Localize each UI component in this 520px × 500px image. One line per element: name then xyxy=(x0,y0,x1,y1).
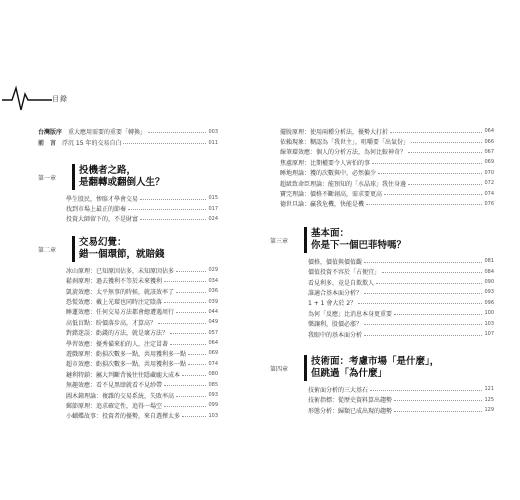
chapter-title-line: 錯一個環節，就賠錢 xyxy=(79,249,165,261)
page-number: 066 xyxy=(484,138,494,145)
toc-entry[interactable] xyxy=(280,136,494,146)
leader-dots xyxy=(384,194,482,195)
toc-entry[interactable] xyxy=(308,267,494,277)
toc-entry[interactable] xyxy=(308,318,494,328)
entry-title: 鏈利特鎖：屬大判斷背後往往隱藏龐大成本 xyxy=(66,371,181,379)
chapter-title[interactable] xyxy=(311,228,406,252)
entry-title: 小蝴蝶故事：投資者的優勢，來自選擇太多 xyxy=(66,413,181,421)
entry-title: 超級致命臣理論：能預知的「水晶球」我住身邊 xyxy=(280,180,407,188)
leader-dots xyxy=(370,390,482,391)
toc-entry[interactable] xyxy=(38,126,218,137)
continued-items xyxy=(280,126,494,209)
toc-entry[interactable] xyxy=(66,307,218,317)
toc-entry[interactable] xyxy=(66,411,218,421)
entry-title: 睡地理論：獲的次數與中，必然偏少 xyxy=(280,170,377,178)
chapter-title-line: 你是下一個巴菲特嗎？ xyxy=(311,240,407,252)
toc-entry[interactable] xyxy=(308,298,494,308)
entry-title: 技術面分析的三大基石 xyxy=(308,386,369,394)
entry-title: 看見利多，竟是自欺欺人 xyxy=(308,279,375,287)
page-number: 017 xyxy=(208,205,218,212)
chapter-bracket xyxy=(304,227,307,253)
entry-label: 前 言 xyxy=(38,140,57,147)
toc-entry[interactable] xyxy=(38,137,218,148)
page-number: 034 xyxy=(208,277,218,284)
leader-dots xyxy=(364,293,482,294)
page-number: 070 xyxy=(484,169,494,176)
entry-title: 恐慌效應：戴上光環也同時注定陰落 xyxy=(66,299,163,307)
toc-entry[interactable] xyxy=(66,286,218,296)
entry-title: 超市效應：虧損次數多一點，共用獲利多一點 xyxy=(66,361,187,369)
leader-dots xyxy=(188,354,206,355)
chapter-3 xyxy=(270,227,494,339)
leader-dots xyxy=(140,219,206,220)
chapter-items xyxy=(66,265,218,421)
leader-dots xyxy=(394,400,482,401)
toc-entry[interactable] xyxy=(66,369,218,379)
page-number: 084 xyxy=(484,268,494,275)
leader-dots xyxy=(382,272,482,273)
page-number: 121 xyxy=(484,386,494,393)
chapter-title-line: 但跳過「為什麼」 xyxy=(311,368,388,380)
page-number: 015 xyxy=(208,195,218,202)
page-number: 064 xyxy=(208,340,218,347)
page-number: 096 xyxy=(484,299,494,306)
page-number: 099 xyxy=(208,402,218,409)
leader-dots xyxy=(158,323,206,324)
page-number: 081 xyxy=(484,258,494,265)
toc-entry[interactable] xyxy=(308,329,494,339)
entry-title: 擺脫原理：使用兩種分析法，優勢大打折 xyxy=(280,128,389,136)
toc-entry[interactable] xyxy=(66,296,218,306)
chapter-title-line: 是翻轉或翻倒人生？ xyxy=(79,177,165,188)
toc-entry[interactable] xyxy=(280,199,494,209)
entry-title: 我眼中的基本面分析 xyxy=(308,331,363,339)
leader-dots xyxy=(148,132,206,133)
leader-dots xyxy=(364,324,482,325)
leader-dots xyxy=(176,271,206,272)
leader-dots xyxy=(170,333,206,334)
toc-entry[interactable] xyxy=(280,147,494,157)
leader-dots xyxy=(182,416,206,417)
entry-title: 找到市場上最正的節奏 xyxy=(66,206,127,214)
entry-title: 凱旋效應：太平無事的時候，就該效率了 xyxy=(66,288,175,296)
toc-entry[interactable] xyxy=(66,359,218,369)
toc-entry[interactable] xyxy=(66,214,218,224)
leader-dots xyxy=(408,152,482,153)
leader-dots xyxy=(170,344,206,345)
page-number: 085 xyxy=(208,381,218,388)
toc-entry[interactable] xyxy=(280,188,494,198)
toc-entry[interactable] xyxy=(66,203,218,213)
toc-entry[interactable] xyxy=(280,126,494,136)
entry-title: 學習效應：優秀備來拍的人，注定冒著 xyxy=(66,340,169,348)
page-number: 069 xyxy=(208,350,218,357)
leader-dots xyxy=(188,364,206,365)
page-number: 064 xyxy=(484,128,494,135)
entry-title: 價值投資不容於「占便宜」 xyxy=(308,269,381,277)
page-number: 069 xyxy=(484,159,494,166)
toc-entry[interactable] xyxy=(66,390,218,400)
page-number: 044 xyxy=(208,308,218,315)
page-number: 090 xyxy=(484,279,494,286)
page-number: 067 xyxy=(484,148,494,155)
page-number: 011 xyxy=(208,139,218,146)
entry-title: 對錯迷誤：虧錢的方法，就是壞方法？ xyxy=(66,330,169,338)
chapter-items xyxy=(308,384,494,415)
leader-dots xyxy=(176,312,206,313)
toc-right-column xyxy=(270,126,494,415)
leader-dots xyxy=(364,335,482,336)
chapter-label: 第四章 xyxy=(270,365,289,373)
entry-title: 焦慮原理：比期權要令人害怕的事 xyxy=(280,159,371,167)
page-number: 080 xyxy=(208,371,218,378)
chapter-label: 第三章 xyxy=(270,237,289,245)
leader-dots xyxy=(128,209,206,210)
chapter-4 xyxy=(270,355,494,415)
leader-dots xyxy=(394,411,482,412)
toc-entry[interactable] xyxy=(308,395,494,405)
toc-entry[interactable] xyxy=(66,338,218,348)
chapter-title[interactable] xyxy=(79,237,165,261)
page-number: 074 xyxy=(208,360,218,367)
chapter-title-line: 交易幻覺： xyxy=(79,237,127,249)
toc-entry[interactable] xyxy=(66,400,218,410)
chapter-title-line: 基本面： xyxy=(311,228,350,240)
leader-dots xyxy=(364,262,482,263)
intro-section xyxy=(38,126,218,148)
leader-dots xyxy=(123,143,206,144)
entry-title: 價格，價值與價值觀 xyxy=(308,258,363,266)
chapter-bracket xyxy=(72,164,75,190)
page-number: 029 xyxy=(208,267,218,274)
leader-dots xyxy=(376,283,482,284)
page-number: 039 xyxy=(208,298,218,305)
entry-title: 學生股民，惨賠才學會交易 xyxy=(66,195,139,203)
page-number: 103 xyxy=(208,412,218,419)
toc-entry[interactable] xyxy=(66,328,218,338)
page-number: 093 xyxy=(484,289,494,296)
entry-title: 鬆刹原理：過去獲利不等於未來獲利 xyxy=(66,278,163,286)
entry-title: 為何「反應」比消息本身更重要 xyxy=(308,310,393,318)
toc-entry[interactable] xyxy=(308,405,494,415)
leader-dots xyxy=(366,204,482,205)
leader-dots xyxy=(390,132,482,133)
page-number: 057 xyxy=(208,329,218,336)
page-number: 107 xyxy=(484,331,494,338)
toc-left-column xyxy=(38,126,218,421)
entry-title: 圖木鐘理論：複雜的交易系統，失敗率高 xyxy=(66,392,175,400)
entry-title: 線筆環效應：個人的分析方法，為何比較神奇？ xyxy=(280,149,407,157)
page-number: 003 xyxy=(208,128,218,135)
entry-title: 樂讓利，股價必漲？ xyxy=(308,321,363,329)
leader-dots xyxy=(164,281,206,282)
entry-title: 浮沉 15 年的交易自白 xyxy=(62,140,122,147)
toc-entry[interactable] xyxy=(308,277,494,287)
leader-dots xyxy=(372,163,482,164)
entry-title: 寶完理論：價格不斷創高，需求要更高 xyxy=(280,191,383,199)
page-number: 049 xyxy=(208,319,218,326)
leader-dots xyxy=(164,302,206,303)
entry-title: 高低盲點：盼價落步高，才算高？ xyxy=(66,319,157,327)
page-number: 072 xyxy=(484,180,494,187)
entry-title: 重大應用需要的重要「轉換」 xyxy=(68,129,147,136)
entry-title: 冰山原理：已知原因佔多，未知原因佔多 xyxy=(66,267,175,275)
entry-title: 1 + 1 會大於 2？ xyxy=(308,300,357,308)
toc-entry[interactable] xyxy=(66,348,218,358)
page-number: 103 xyxy=(484,320,494,327)
toc-header-title: 目錄 xyxy=(52,95,68,103)
chapter-label: 第一章 xyxy=(38,174,57,182)
toc-entry[interactable] xyxy=(280,168,494,178)
toc-entry[interactable] xyxy=(280,178,494,188)
chapter-title[interactable] xyxy=(311,356,439,380)
entry-title: 投資大師留下的，不是財富 xyxy=(66,216,139,224)
page-number: 076 xyxy=(484,200,494,207)
page-number: 036 xyxy=(208,288,218,295)
leader-dots xyxy=(182,375,206,376)
chapter-items xyxy=(308,256,494,339)
leader-dots xyxy=(378,173,482,174)
toc-entry[interactable] xyxy=(66,193,218,203)
chapter-2 xyxy=(38,236,218,421)
leader-dots xyxy=(358,303,482,304)
leader-dots xyxy=(164,406,206,407)
pulse-line-icon xyxy=(2,84,52,112)
page-number: 024 xyxy=(208,215,218,222)
page-number: 100 xyxy=(484,310,494,317)
leader-dots xyxy=(176,292,206,293)
chapter-label: 第二章 xyxy=(38,246,57,254)
chapter-1 xyxy=(38,164,218,224)
toc-entry[interactable] xyxy=(66,265,218,275)
entry-title: 依賴現象：糊認為「我世主」，咀嚼要「出氣份」 xyxy=(280,139,410,147)
entry-title: 德世旦論：贏我危機，快能是機 xyxy=(280,201,365,209)
page-number: 125 xyxy=(484,396,494,403)
entry-title: 郵節原理：追求確定性，追得一場空 xyxy=(66,402,163,410)
toc-entry[interactable] xyxy=(66,276,218,286)
toc-entry[interactable] xyxy=(308,256,494,266)
chapter-title-line: 投機者之路， xyxy=(79,165,137,176)
leader-dots xyxy=(164,385,206,386)
entry-title: 無趣效應：看不見黑肆就看不見紗帶 xyxy=(66,382,163,390)
chapter-bracket xyxy=(72,236,75,262)
toc-entry[interactable] xyxy=(66,379,218,389)
chapter-title-line: 技術面：考慮市場「是什麼」， xyxy=(311,356,440,368)
toc-entry[interactable] xyxy=(308,384,494,394)
chapter-bracket xyxy=(304,355,307,381)
entry-label: 台灣版序 xyxy=(38,129,63,136)
page-number: 074 xyxy=(484,190,494,197)
page-number: 129 xyxy=(484,407,494,414)
chapter-title[interactable] xyxy=(79,165,165,189)
toc-entry[interactable] xyxy=(66,317,218,327)
entry-title: 技術指標：從歷史資料算出趨勢 xyxy=(308,397,393,405)
toc-entry[interactable] xyxy=(308,308,494,318)
leader-dots xyxy=(408,184,482,185)
leader-dots xyxy=(140,199,206,200)
leader-dots xyxy=(394,314,482,315)
leader-dots xyxy=(176,396,206,397)
entry-title: 睡蓮效應：任何交易方法都會總遭遇周行 xyxy=(66,309,175,317)
entry-title: 遊戲原理：虧損次數多一點，共用獲利多一點 xyxy=(66,350,187,358)
toc-entry[interactable] xyxy=(308,287,494,297)
entry-title: 形態分析：歸類已成出現的趨勢 xyxy=(308,407,393,415)
chapter-items xyxy=(66,193,218,224)
leader-dots xyxy=(411,142,482,143)
entry-title: 誰適合基本面分析？ xyxy=(308,289,363,297)
toc-entry[interactable] xyxy=(280,157,494,167)
page-number: 093 xyxy=(208,392,218,399)
